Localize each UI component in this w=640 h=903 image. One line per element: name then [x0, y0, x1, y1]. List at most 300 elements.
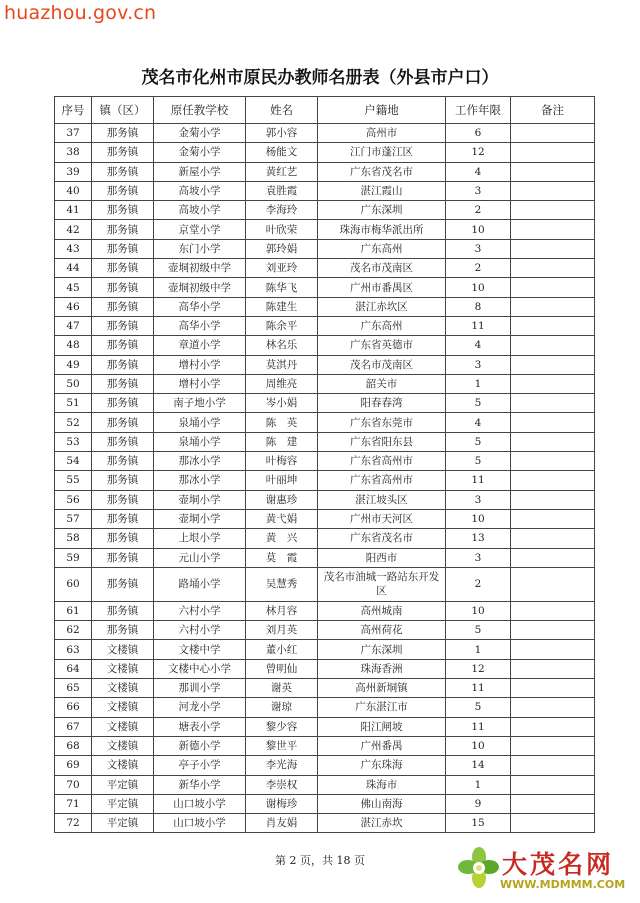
table-row — [55, 794, 595, 813]
cell-hometown: 阳西市 — [318, 548, 446, 567]
cell-name: 林月容 — [246, 601, 318, 620]
cell-serial: 61 — [55, 601, 92, 620]
cell-name: 董小红 — [246, 640, 318, 659]
table-row — [55, 490, 595, 509]
cell-school: 高坡小学 — [154, 181, 246, 200]
cell-years: 4 — [446, 336, 511, 355]
table-row — [55, 124, 595, 143]
cell-name: 黎少容 — [246, 717, 318, 736]
cell-serial: 40 — [55, 181, 92, 200]
cell-town: 那务镇 — [92, 124, 154, 143]
cell-school: 塘表小学 — [154, 717, 246, 736]
cell-years: 11 — [446, 679, 511, 698]
cell-name: 林名乐 — [246, 336, 318, 355]
cell-years: 5 — [446, 698, 511, 717]
table-row — [55, 509, 595, 528]
cell-name: 李崇权 — [246, 775, 318, 794]
cell-serial: 56 — [55, 490, 92, 509]
cell-town: 那务镇 — [92, 239, 154, 258]
cell-name: 陈 英 — [246, 413, 318, 432]
cell-years: 5 — [446, 394, 511, 413]
cell-remarks — [511, 124, 595, 143]
table-row — [55, 452, 595, 471]
cell-years: 3 — [446, 548, 511, 567]
cell-school: 亭子小学 — [154, 756, 246, 775]
cell-hometown: 广东省英德市 — [318, 336, 446, 355]
table-row — [55, 374, 595, 393]
cell-years: 2 — [446, 567, 511, 601]
cell-town: 文楼镇 — [92, 756, 154, 775]
table-row — [55, 775, 595, 794]
cell-school: 那训小学 — [154, 679, 246, 698]
cell-hometown: 珠海市梅华派出所 — [318, 220, 446, 239]
cell-years: 10 — [446, 278, 511, 297]
table-row — [55, 736, 595, 755]
header-school: 原任教学校 — [154, 97, 246, 124]
cell-town: 那务镇 — [92, 355, 154, 374]
site-watermark: huazhou.gov.cn — [4, 2, 157, 24]
cell-name: 叶梅容 — [246, 452, 318, 471]
cell-hometown: 珠海市 — [318, 775, 446, 794]
cell-years: 3 — [446, 490, 511, 509]
table-row — [55, 239, 595, 258]
cell-name: 陈华飞 — [246, 278, 318, 297]
cell-town: 平定镇 — [92, 775, 154, 794]
cell-town: 那务镇 — [92, 297, 154, 316]
cell-name: 周维亮 — [246, 374, 318, 393]
cell-hometown: 广州市番禺区 — [318, 278, 446, 297]
cell-name: 莫淇丹 — [246, 355, 318, 374]
cell-serial: 58 — [55, 529, 92, 548]
table-row — [55, 567, 595, 601]
cell-name: 谢琼 — [246, 698, 318, 717]
cell-remarks — [511, 316, 595, 335]
cell-serial: 57 — [55, 509, 92, 528]
cell-serial: 44 — [55, 259, 92, 278]
cell-remarks — [511, 736, 595, 755]
cell-town: 那务镇 — [92, 471, 154, 490]
header-town: 镇（区） — [92, 97, 154, 124]
cell-town: 平定镇 — [92, 794, 154, 813]
cell-hometown: 广东深圳 — [318, 201, 446, 220]
cell-name: 曾明仙 — [246, 659, 318, 678]
cell-school: 高坡小学 — [154, 201, 246, 220]
cell-hometown: 江门市蓬江区 — [318, 143, 446, 162]
cell-hometown: 韶关市 — [318, 374, 446, 393]
cell-school: 章道小学 — [154, 336, 246, 355]
cell-town: 文楼镇 — [92, 679, 154, 698]
cell-serial: 65 — [55, 679, 92, 698]
header-years: 工作年限 — [446, 97, 511, 124]
cell-serial: 47 — [55, 316, 92, 335]
cell-serial: 68 — [55, 736, 92, 755]
cell-name: 袁胜霞 — [246, 181, 318, 200]
cell-school: 金菊小学 — [154, 143, 246, 162]
table-row — [55, 355, 595, 374]
cell-serial: 62 — [55, 621, 92, 640]
cell-years: 15 — [446, 814, 511, 833]
cell-name: 岑小娟 — [246, 394, 318, 413]
cell-hometown: 高州荷花 — [318, 621, 446, 640]
cell-name: 刘亚玲 — [246, 259, 318, 278]
cell-remarks — [511, 567, 595, 601]
cell-town: 那务镇 — [92, 374, 154, 393]
cell-remarks — [511, 471, 595, 490]
table-row — [55, 278, 595, 297]
header-serial: 序号 — [55, 97, 92, 124]
cell-hometown: 广东省高州市 — [318, 452, 446, 471]
cell-serial: 46 — [55, 297, 92, 316]
cell-school: 文楼中心小学 — [154, 659, 246, 678]
cell-hometown: 湛江霞山 — [318, 181, 446, 200]
cell-hometown: 广州市天河区 — [318, 509, 446, 528]
cell-name: 谢英 — [246, 679, 318, 698]
table-row — [55, 471, 595, 490]
cell-remarks — [511, 698, 595, 717]
cell-school: 壶垌小学 — [154, 509, 246, 528]
cell-serial: 50 — [55, 374, 92, 393]
cell-name: 叶丽坤 — [246, 471, 318, 490]
table-body — [55, 124, 595, 833]
cell-remarks — [511, 621, 595, 640]
cell-hometown: 高州新垌镇 — [318, 679, 446, 698]
cell-name: 肖友娟 — [246, 814, 318, 833]
cell-serial: 48 — [55, 336, 92, 355]
cell-remarks — [511, 601, 595, 620]
cell-hometown: 茂名市油城一路站东开发区 — [318, 567, 446, 601]
cell-name: 陈建生 — [246, 297, 318, 316]
table-row — [55, 201, 595, 220]
table-row — [55, 432, 595, 451]
cell-hometown: 广东省阳东县 — [318, 432, 446, 451]
cell-remarks — [511, 756, 595, 775]
page-footer: 第 2 页，共 18 页 — [275, 854, 365, 867]
cell-hometown: 广东省高州市 — [318, 471, 446, 490]
cell-hometown: 阳春春湾 — [318, 394, 446, 413]
table-row — [55, 717, 595, 736]
cell-name: 莫 霞 — [246, 548, 318, 567]
cell-school: 壶垌小学 — [154, 490, 246, 509]
cell-town: 平定镇 — [92, 814, 154, 833]
cell-name: 黄弋娟 — [246, 509, 318, 528]
document-title: 茂名市化州市原民办教师名册表（外县市户口） — [141, 68, 499, 88]
cell-name: 叶欣荣 — [246, 220, 318, 239]
cell-hometown: 广州番禺 — [318, 736, 446, 755]
table-row — [55, 316, 595, 335]
cell-hometown: 广东湛江市 — [318, 698, 446, 717]
cell-name: 郭玲娟 — [246, 239, 318, 258]
cell-school: 那冰小学 — [154, 471, 246, 490]
cell-school: 壶垌初级中学 — [154, 259, 246, 278]
table-row — [55, 181, 595, 200]
cell-years: 5 — [446, 452, 511, 471]
cell-remarks — [511, 490, 595, 509]
brand-url: WWW.MDMMM.COM — [500, 878, 626, 891]
cell-hometown: 阳江闸坡 — [318, 717, 446, 736]
table-row — [55, 220, 595, 239]
table-row — [55, 640, 595, 659]
cell-years: 12 — [446, 659, 511, 678]
cell-town: 那务镇 — [92, 432, 154, 451]
table-row — [55, 529, 595, 548]
cell-remarks — [511, 452, 595, 471]
cell-school: 壶垌初级中学 — [154, 278, 246, 297]
cell-remarks — [511, 548, 595, 567]
cell-serial: 38 — [55, 143, 92, 162]
cell-remarks — [511, 374, 595, 393]
brand-logo — [458, 845, 636, 897]
cell-years: 11 — [446, 471, 511, 490]
cell-remarks — [511, 201, 595, 220]
cell-years: 2 — [446, 259, 511, 278]
cell-town: 那务镇 — [92, 316, 154, 335]
cell-town: 那务镇 — [92, 278, 154, 297]
cell-hometown: 高州市 — [318, 124, 446, 143]
cell-hometown: 佛山南海 — [318, 794, 446, 813]
cell-name: 李光海 — [246, 756, 318, 775]
cell-school: 新屋小学 — [154, 162, 246, 181]
cell-remarks — [511, 679, 595, 698]
cell-name: 刘月英 — [246, 621, 318, 640]
cell-serial: 67 — [55, 717, 92, 736]
cell-school: 六村小学 — [154, 601, 246, 620]
cell-years: 13 — [446, 529, 511, 548]
cell-hometown: 茂名市茂南区 — [318, 259, 446, 278]
cell-serial: 37 — [55, 124, 92, 143]
cell-town: 那务镇 — [92, 259, 154, 278]
cell-town: 那务镇 — [92, 336, 154, 355]
cell-years: 1 — [446, 374, 511, 393]
cell-remarks — [511, 220, 595, 239]
cell-town: 那务镇 — [92, 509, 154, 528]
cell-years: 5 — [446, 432, 511, 451]
header-hometown: 户籍地 — [318, 97, 446, 124]
cell-years: 11 — [446, 316, 511, 335]
cell-years: 11 — [446, 717, 511, 736]
cell-years: 14 — [446, 756, 511, 775]
header-remarks: 备注 — [511, 97, 595, 124]
cell-hometown: 湛江赤坎 — [318, 814, 446, 833]
cell-years: 1 — [446, 640, 511, 659]
cell-name: 黄红艺 — [246, 162, 318, 181]
table-row — [55, 162, 595, 181]
cell-remarks — [511, 413, 595, 432]
cell-hometown: 广东深圳 — [318, 640, 446, 659]
table-row — [55, 679, 595, 698]
cell-town: 文楼镇 — [92, 698, 154, 717]
cell-serial: 45 — [55, 278, 92, 297]
cell-town: 那务镇 — [92, 220, 154, 239]
cell-serial: 60 — [55, 567, 92, 601]
cell-town: 那务镇 — [92, 567, 154, 601]
table-row — [55, 601, 595, 620]
cell-remarks — [511, 394, 595, 413]
cell-town: 那务镇 — [92, 601, 154, 620]
cell-school: 山口坡小学 — [154, 814, 246, 833]
cell-school: 河龙小学 — [154, 698, 246, 717]
cell-remarks — [511, 239, 595, 258]
cell-years: 6 — [446, 124, 511, 143]
cell-years: 8 — [446, 297, 511, 316]
cell-school: 高华小学 — [154, 297, 246, 316]
cell-hometown: 湛江赤坎区 — [318, 297, 446, 316]
table-row — [55, 413, 595, 432]
cell-serial: 69 — [55, 756, 92, 775]
cell-hometown: 广东省东莞市 — [318, 413, 446, 432]
cell-remarks — [511, 775, 595, 794]
table-row — [55, 814, 595, 833]
cell-serial: 52 — [55, 413, 92, 432]
cell-town: 那务镇 — [92, 394, 154, 413]
cell-serial: 51 — [55, 394, 92, 413]
cell-years: 4 — [446, 162, 511, 181]
table-header-row — [55, 97, 595, 124]
table-row — [55, 336, 595, 355]
cell-name: 陈 建 — [246, 432, 318, 451]
cell-serial: 59 — [55, 548, 92, 567]
cell-school: 六村小学 — [154, 621, 246, 640]
cell-serial: 70 — [55, 775, 92, 794]
cell-school: 增村小学 — [154, 355, 246, 374]
cell-name: 吴慧秀 — [246, 567, 318, 601]
cell-years: 10 — [446, 736, 511, 755]
cell-remarks — [511, 717, 595, 736]
cell-remarks — [511, 509, 595, 528]
cell-school: 上垠小学 — [154, 529, 246, 548]
cell-serial: 54 — [55, 452, 92, 471]
cell-school: 泉埇小学 — [154, 432, 246, 451]
cell-school: 山口坡小学 — [154, 794, 246, 813]
header-name: 姓名 — [246, 97, 318, 124]
cell-name: 谢惠珍 — [246, 490, 318, 509]
cell-serial: 64 — [55, 659, 92, 678]
cell-serial: 63 — [55, 640, 92, 659]
cell-town: 文楼镇 — [92, 717, 154, 736]
cell-town: 文楼镇 — [92, 659, 154, 678]
cell-name: 黎世平 — [246, 736, 318, 755]
cell-remarks — [511, 162, 595, 181]
cell-hometown: 珠海香洲 — [318, 659, 446, 678]
cell-remarks — [511, 814, 595, 833]
cell-town: 那务镇 — [92, 529, 154, 548]
cell-years: 3 — [446, 181, 511, 200]
flower-logo-icon — [458, 847, 500, 889]
cell-years: 12 — [446, 143, 511, 162]
cell-remarks — [511, 297, 595, 316]
cell-serial: 72 — [55, 814, 92, 833]
cell-serial: 53 — [55, 432, 92, 451]
cell-name: 郭小容 — [246, 124, 318, 143]
cell-town: 那务镇 — [92, 621, 154, 640]
cell-hometown: 广东珠海 — [318, 756, 446, 775]
cell-hometown: 高州城南 — [318, 601, 446, 620]
cell-school: 高华小学 — [154, 316, 246, 335]
table-row — [55, 659, 595, 678]
cell-school: 泉埇小学 — [154, 413, 246, 432]
cell-school: 新德小学 — [154, 736, 246, 755]
cell-years: 10 — [446, 220, 511, 239]
cell-school: 东门小学 — [154, 239, 246, 258]
table-row — [55, 143, 595, 162]
cell-years: 2 — [446, 201, 511, 220]
brand-name: 大茂名网 — [502, 850, 615, 879]
cell-remarks — [511, 794, 595, 813]
cell-hometown: 广东省茂名市 — [318, 529, 446, 548]
cell-remarks — [511, 529, 595, 548]
cell-school: 增村小学 — [154, 374, 246, 393]
cell-years: 3 — [446, 239, 511, 258]
cell-years: 10 — [446, 509, 511, 528]
cell-town: 那务镇 — [92, 490, 154, 509]
cell-name: 陈余平 — [246, 316, 318, 335]
cell-hometown: 湛江坡头区 — [318, 490, 446, 509]
table-row — [55, 698, 595, 717]
cell-years: 3 — [446, 355, 511, 374]
table-row — [55, 548, 595, 567]
cell-remarks — [511, 259, 595, 278]
cell-school: 南子地小学 — [154, 394, 246, 413]
cell-hometown: 广东高州 — [318, 316, 446, 335]
cell-school: 新华小学 — [154, 775, 246, 794]
cell-name: 杨能文 — [246, 143, 318, 162]
cell-school: 那冰小学 — [154, 452, 246, 471]
cell-serial: 39 — [55, 162, 92, 181]
cell-hometown: 广东高州 — [318, 239, 446, 258]
cell-school: 元山小学 — [154, 548, 246, 567]
cell-hometown: 广东省茂名市 — [318, 162, 446, 181]
teacher-roster-table — [54, 96, 595, 833]
cell-remarks — [511, 181, 595, 200]
table-row — [55, 297, 595, 316]
cell-serial: 42 — [55, 220, 92, 239]
cell-hometown: 茂名市茂南区 — [318, 355, 446, 374]
cell-town: 那务镇 — [92, 162, 154, 181]
cell-remarks — [511, 659, 595, 678]
cell-town: 文楼镇 — [92, 640, 154, 659]
table-row — [55, 259, 595, 278]
cell-name: 李海玲 — [246, 201, 318, 220]
cell-remarks — [511, 278, 595, 297]
cell-remarks — [511, 143, 595, 162]
cell-town: 那务镇 — [92, 143, 154, 162]
cell-serial: 71 — [55, 794, 92, 813]
cell-serial: 55 — [55, 471, 92, 490]
cell-town: 那务镇 — [92, 201, 154, 220]
cell-school: 京堂小学 — [154, 220, 246, 239]
table-row — [55, 756, 595, 775]
cell-years: 5 — [446, 621, 511, 640]
cell-years: 1 — [446, 775, 511, 794]
cell-serial: 49 — [55, 355, 92, 374]
cell-remarks — [511, 432, 595, 451]
cell-years: 4 — [446, 413, 511, 432]
cell-serial: 66 — [55, 698, 92, 717]
cell-serial: 41 — [55, 201, 92, 220]
cell-name: 谢梅珍 — [246, 794, 318, 813]
cell-town: 那务镇 — [92, 181, 154, 200]
cell-remarks — [511, 355, 595, 374]
cell-town: 那务镇 — [92, 548, 154, 567]
cell-remarks — [511, 336, 595, 355]
table-row — [55, 394, 595, 413]
cell-years: 10 — [446, 601, 511, 620]
cell-school: 路埇小学 — [154, 567, 246, 601]
cell-town: 那务镇 — [92, 452, 154, 471]
cell-town: 文楼镇 — [92, 736, 154, 755]
cell-name: 黄 兴 — [246, 529, 318, 548]
cell-serial: 43 — [55, 239, 92, 258]
cell-remarks — [511, 640, 595, 659]
